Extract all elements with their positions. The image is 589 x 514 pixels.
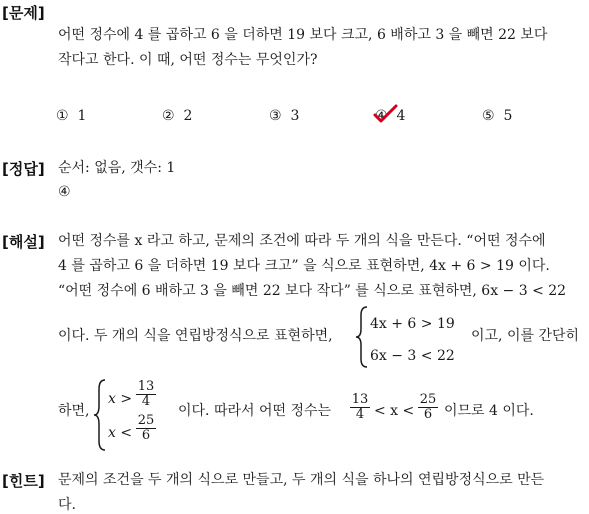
explanation-line-4a: 이다. 두 개의 식을 연립방정식으로 표현하면, <box>58 328 333 344</box>
fraction-numerator: 13 <box>137 379 155 394</box>
hint-line-2: 다. <box>58 497 76 513</box>
fraction-13-4 <box>136 380 156 409</box>
answer-label: [정답] <box>2 160 45 178</box>
choice-3-mark: ③ <box>269 108 282 124</box>
choice-4-value: 4 <box>396 108 406 124</box>
choice-5-mark: ⑤ <box>482 108 495 124</box>
explanation-line-1: 어떤 정수를 x 라고 하고, 문제의 조건에 따라 두 개의 식을 만든다. “어떤 정수에 <box>58 233 546 249</box>
fraction-25-6 <box>136 414 156 443</box>
explanation-line-2: 4 를 곱하고 6 을 더하면 19 보다 크고” 을 식으로 표현하면, 4x + 6 > 19 이다. <box>58 258 550 274</box>
choice-2[interactable] <box>162 108 192 124</box>
choice-5-value: 5 <box>503 108 513 124</box>
explanation-line-4b: 이고, 이를 간단히 <box>471 328 580 344</box>
system-1-bottom: 6x − 3 < 22 <box>370 348 455 364</box>
question-line-1: 어떤 정수에 4 를 곱하고 6 을 더하면 19 보다 크고, 6 배하고 3 을 빼면 22 보다 <box>58 27 548 43</box>
choice-1[interactable] <box>56 108 86 124</box>
fraction-numerator: 25 <box>137 413 155 428</box>
answer-line-1: 순서: 없음, 갯수: 1 <box>58 160 176 176</box>
system-2-top-lhs: x > <box>108 391 133 407</box>
fraction-denominator: 6 <box>418 407 438 422</box>
choice-4-mark: ④ <box>375 108 388 124</box>
choice-3-value: 3 <box>290 108 300 124</box>
explanation-line-5a: 하면, <box>58 403 90 419</box>
system-2-bottom-lhs: x < <box>108 425 133 441</box>
fraction-denominator: 6 <box>136 428 156 443</box>
choice-1-value: 1 <box>77 108 87 124</box>
fraction-numerator: 13 <box>351 392 369 407</box>
fraction-denominator: 4 <box>136 394 156 409</box>
question-label: [문제] <box>2 4 45 22</box>
system-brace-icon <box>355 305 369 369</box>
result-fraction-13-4 <box>350 393 370 422</box>
choice-1-mark: ① <box>56 108 69 124</box>
fraction-numerator: 25 <box>419 392 437 407</box>
result-inequality: < x < <box>374 403 415 419</box>
explanation-line-3: “어떤 정수에 6 배하고 3 을 빼면 22 보다 작다” 를 식으로 표현하면, 6x − 3 < 22 <box>58 283 567 299</box>
system-1-top: 4x + 6 > 19 <box>370 316 455 332</box>
result-fraction-25-6 <box>418 393 438 422</box>
answer-line-2: ④ <box>58 184 71 200</box>
hint-label: [힌트] <box>2 472 45 490</box>
hint-line-1: 문제의 조건을 두 개의 식으로 만들고, 두 개의 식을 하나의 연립방정식으로 만든 <box>58 472 545 488</box>
choice-2-value: 2 <box>183 108 193 124</box>
choice-2-mark: ② <box>162 108 175 124</box>
checkmark-icon <box>373 104 399 124</box>
system-brace-icon <box>93 378 107 452</box>
explanation-line-5c: 이므로 4 이다. <box>444 403 534 419</box>
explanation-label: [해설] <box>2 233 45 251</box>
explanation-line-5b: 이다. 따라서 어떤 정수는 <box>178 403 332 419</box>
choice-5[interactable] <box>482 108 512 124</box>
question-line-2: 작다고 한다. 이 때, 어떤 정수는 무엇인가? <box>58 52 318 68</box>
fraction-denominator: 4 <box>350 407 370 422</box>
choice-3[interactable] <box>269 108 299 124</box>
